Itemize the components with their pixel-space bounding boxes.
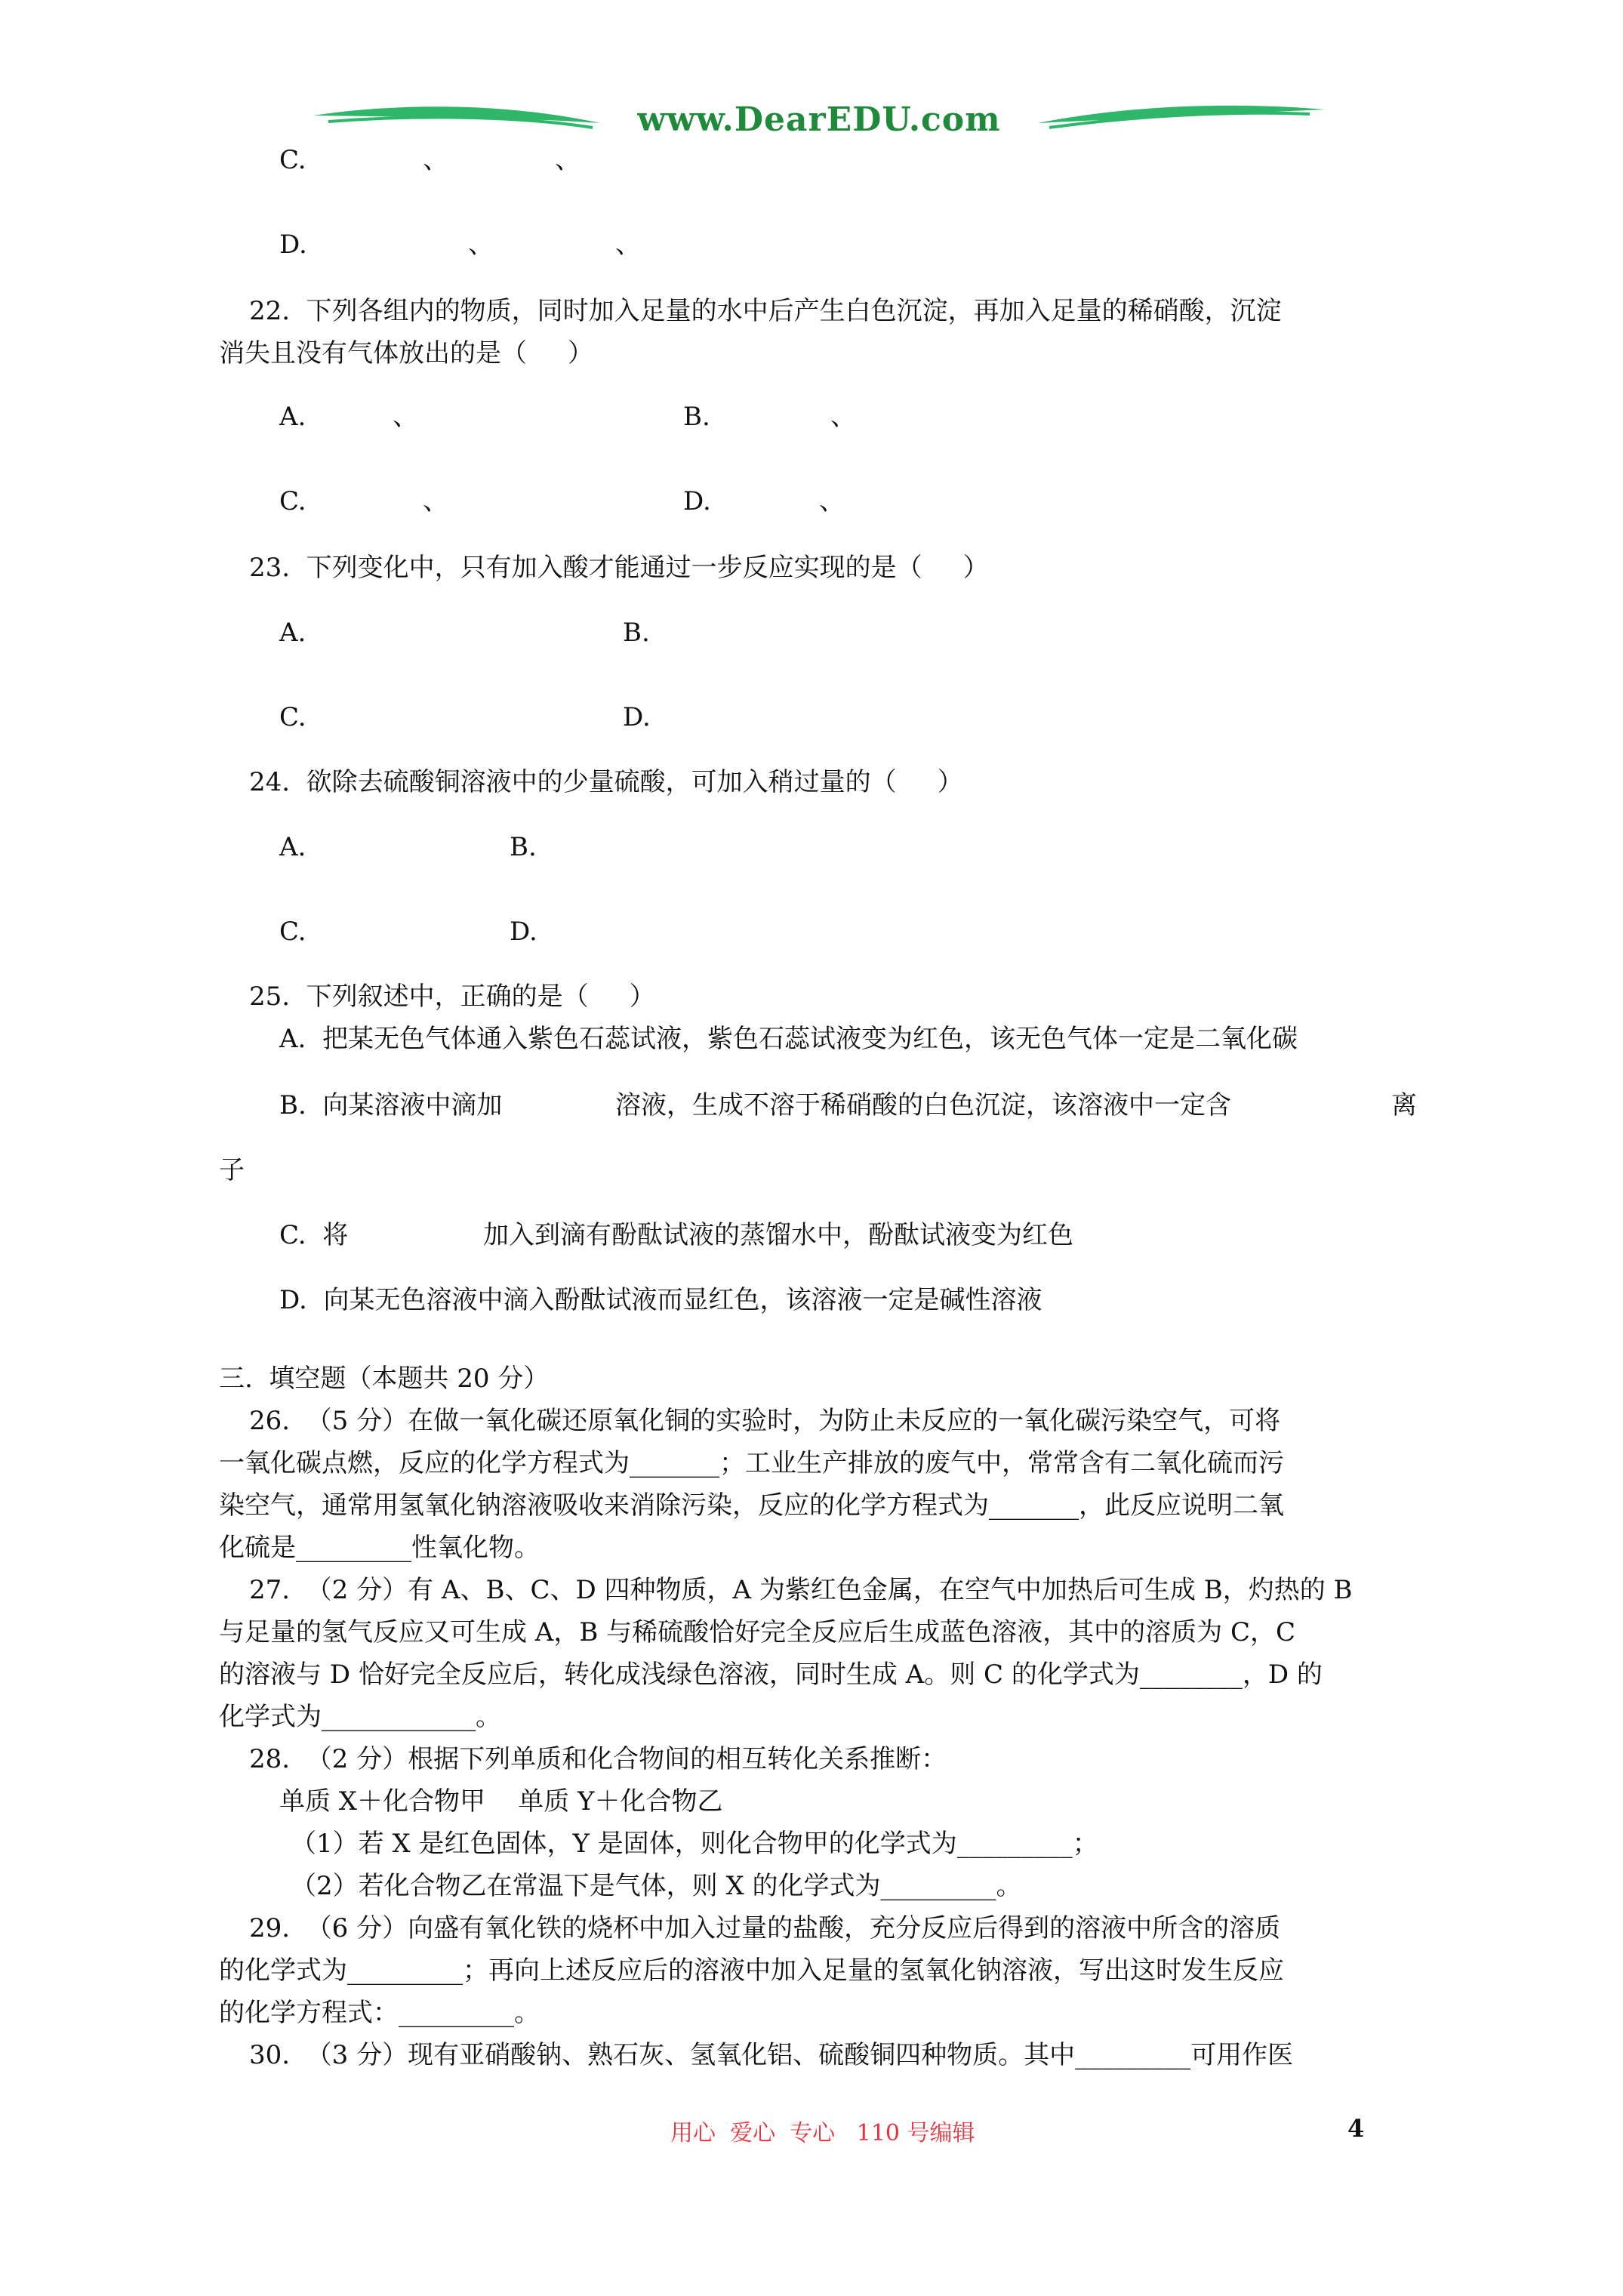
text-segment: 、 xyxy=(830,402,856,432)
text-segment: B. 向某溶液中滴加 xyxy=(279,1090,503,1120)
text-segment: 、 xyxy=(555,145,581,175)
footer-editor-note: 用心 爱心 专心 110 号编辑 xyxy=(670,2120,975,2147)
text-segment: 离 xyxy=(1391,1090,1417,1120)
text-segment: 22. 下列各组内的物质，同时加入足量的水中后产生白色沉淀，再加入足量的稀硝酸，沉淀 xyxy=(249,296,1282,326)
text-segment: 28. （2 分）根据下列单质和化合物间的相互转化关系推断： xyxy=(249,1744,947,1774)
text-segment: D. xyxy=(279,230,307,260)
text-segment: 、 xyxy=(423,486,448,516)
site-logo-text[interactable]: www.DearEDU.com xyxy=(637,100,1001,139)
text-segment: 化硫是_________性氧化物。 xyxy=(219,1533,540,1563)
text-segment: 27. （2 分）有 A、B、C、D 四种物质，A 为紫红色金属，在空气中加热后可生成 B，灼热的 B xyxy=(249,1575,1353,1605)
text-segment: 、 xyxy=(615,230,641,260)
text-segment: 30. （3 分）现有亚硝酸钠、熟石灰、氢氧化铝、硫酸铜四种物质。其中_________可用作医 xyxy=(249,2040,1294,2070)
text-segment: 24. 欲除去硫酸铜溶液中的少量硫酸，可加入稍过量的（ ） xyxy=(249,767,963,797)
page-number: 4 xyxy=(1347,2114,1365,2143)
text-segment: A. xyxy=(279,832,306,862)
text-segment: 一氧化碳点燃，反应的化学方程式为_______；工业生产排放的废气中，常常含有二氧化硫而污 xyxy=(219,1448,1284,1478)
text-segment: 26. （5 分）在做一氧化碳还原氧化铜的实验时，为防止未反应的一氧化碳污染空气，可将 xyxy=(249,1406,1281,1436)
text-segment: 与足量的氢气反应又可生成 A，B 与稀硫酸恰好完全反应后生成蓝色溶液，其中的溶质为 C，C xyxy=(219,1617,1295,1647)
text-segment: 单质 X＋化合物甲 单质 Y＋化合物乙 xyxy=(279,1786,723,1817)
text-segment: 23. 下列变化中，只有加入酸才能通过一步反应实现的是（ ） xyxy=(249,553,989,583)
text-segment: 的溶液与 D 恰好完全反应后，转化成浅绿色溶液，同时生成 A。则 C 的化学式为________，D 的 xyxy=(219,1660,1323,1690)
text-segment: 25. 下列叙述中，正确的是（ ） xyxy=(249,982,655,1012)
text-segment: （2）若化合物乙在常温下是气体，则 X 的化学式为_________。 xyxy=(291,1871,1022,1901)
site-header xyxy=(313,94,1325,155)
text-segment: 三. 填空题（本题共 20 分） xyxy=(219,1364,550,1394)
text-segment: 加入到滴有酚酞试液的蒸馏水中，酚酞试液变为红色 xyxy=(483,1220,1073,1250)
text-segment: B. xyxy=(510,832,537,862)
text-segment: B. xyxy=(683,402,710,432)
text-segment: C. xyxy=(279,486,306,516)
text-segment: 、 xyxy=(468,230,494,260)
text-segment: C. xyxy=(279,145,306,175)
text-segment: 、 xyxy=(423,145,448,175)
text-segment: C. xyxy=(279,917,306,947)
text-segment: 的化学式为_________；再向上述反应后的溶液中加入足量的氢氧化钠溶液，写出这时发生反应 xyxy=(219,1955,1284,1986)
text-segment: 、 xyxy=(819,486,845,516)
text-segment: 的化学方程式：_________。 xyxy=(219,1998,540,2028)
text-segment: 、 xyxy=(393,402,418,432)
text-segment: 消失且没有气体放出的是（ ） xyxy=(219,338,594,368)
text-segment: 29. （6 分）向盛有氧化铁的烧杯中加入过量的盐酸，充分反应后得到的溶液中所含的溶质 xyxy=(249,1913,1281,1943)
text-segment: D. 向某无色溶液中滴入酚酞试液而显红色，该溶液一定是碱性溶液 xyxy=(279,1285,1042,1315)
text-segment: 子 xyxy=(219,1155,245,1185)
text-segment: 化学式为____________。 xyxy=(219,1702,501,1732)
text-segment: B. xyxy=(623,618,650,648)
text-segment: C. 将 xyxy=(279,1220,349,1250)
text-segment: D. xyxy=(623,702,651,732)
text-segment: 溶液，生成不溶于稀硝酸的白色沉淀，该溶液中一定含 xyxy=(615,1090,1231,1120)
text-segment: A. xyxy=(279,402,306,432)
text-segment: D. xyxy=(510,917,537,947)
text-segment: （1）若 X 是红色固体，Y 是固体，则化合物甲的化学式为_________； xyxy=(291,1829,1098,1859)
text-segment: C. xyxy=(279,702,306,732)
text-segment: A. xyxy=(279,618,306,648)
text-segment: 染空气，通常用氢氧化钠溶液吸收来消除污染，反应的化学方程式为_______，此反应说明二氧 xyxy=(219,1490,1284,1521)
text-segment: A. 把某无色气体通入紫色石蕊试液，紫色石蕊试液变为红色，该无色气体一定是二氧化碳 xyxy=(279,1024,1298,1054)
text-segment: D. xyxy=(683,486,711,516)
